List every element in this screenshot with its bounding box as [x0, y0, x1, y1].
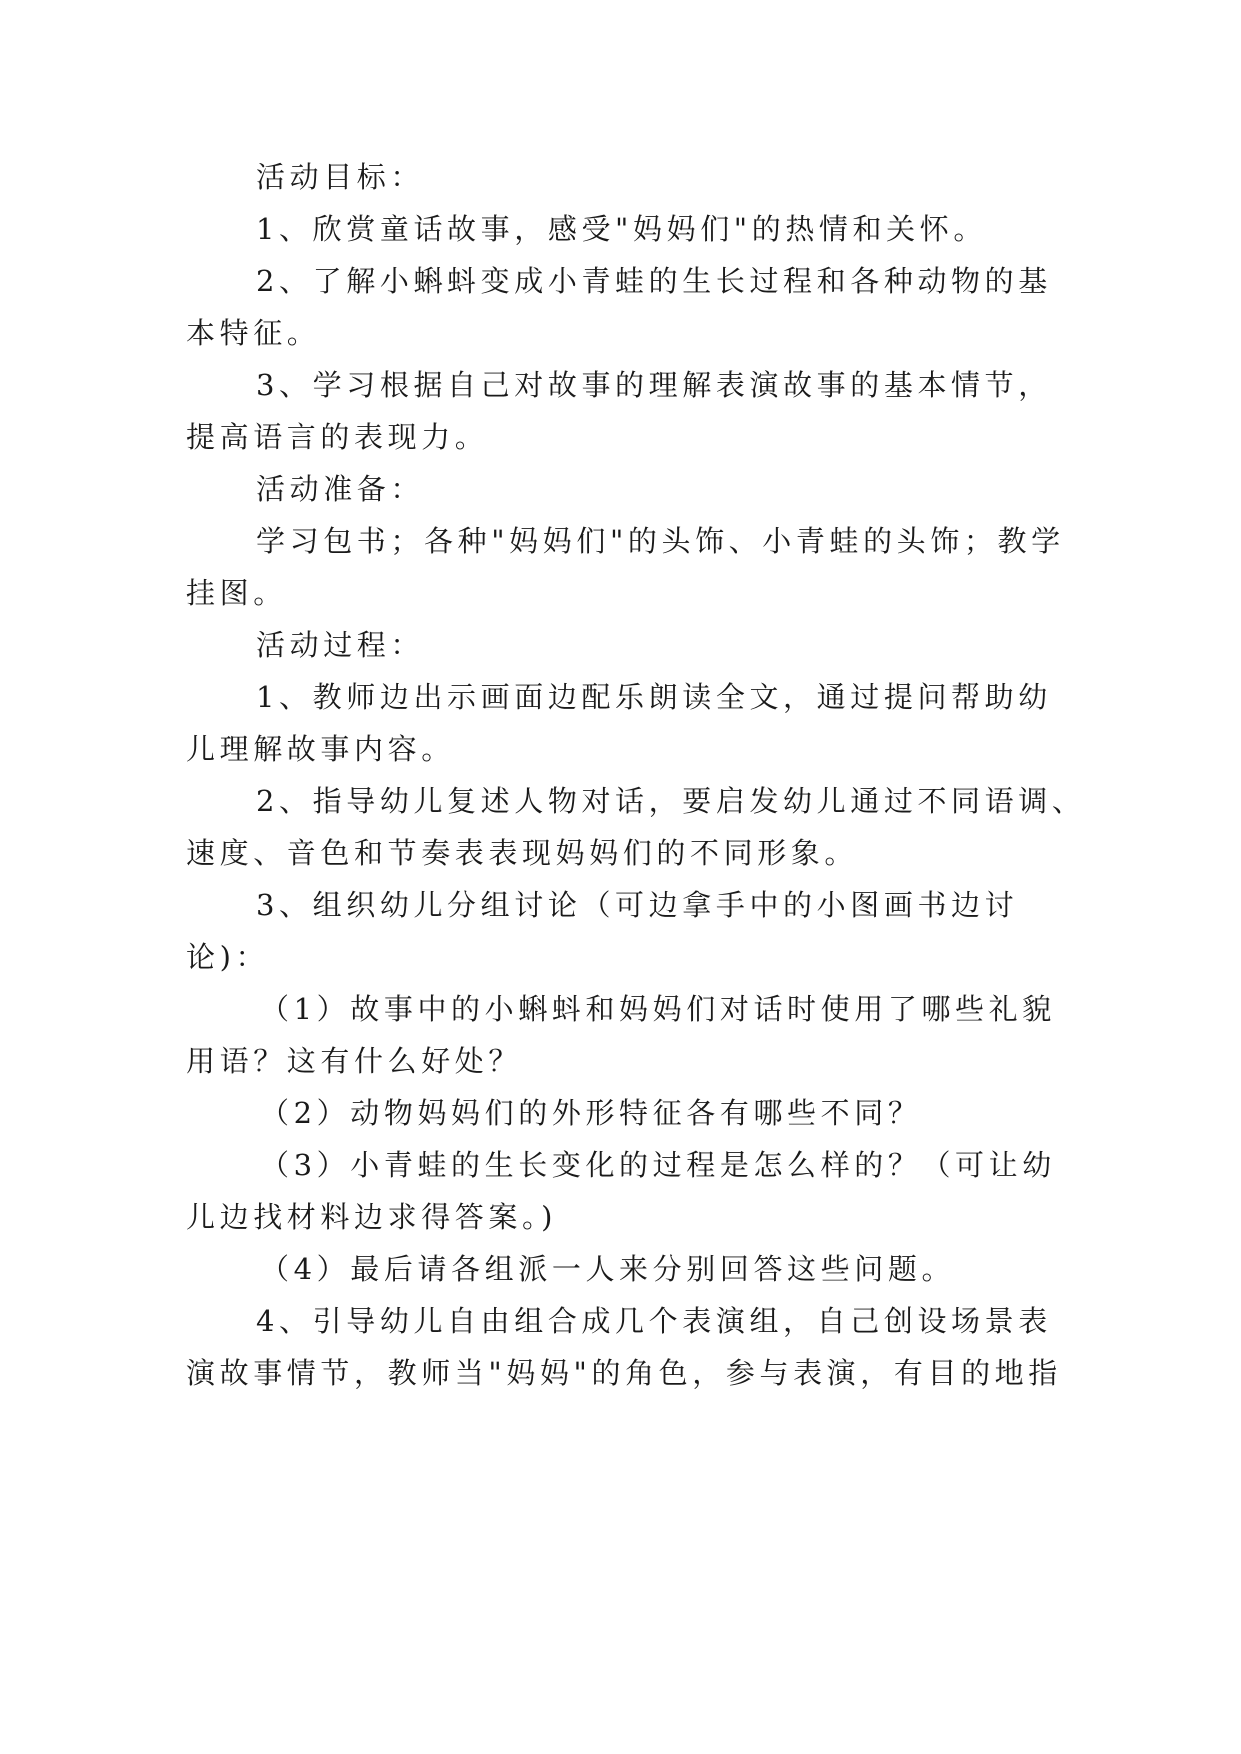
section-heading-goals: 活动目标： — [256, 160, 425, 194]
paragraph-line: 本特征。 — [186, 316, 321, 350]
paragraph-line: 速度、音色和节奏表表现妈妈们的不同形象。 — [186, 836, 859, 870]
paragraph-line: 2、了解小蝌蚪变成小青蛙的生长过程和各种动物的基 — [256, 264, 1052, 298]
question-line: （3）小青蛙的生长变化的过程是怎么样的？（可让幼 — [260, 1148, 1056, 1182]
question-line: 用语？这有什么好处？ — [186, 1044, 523, 1078]
paragraph-line: 提高语言的表现力。 — [186, 420, 489, 454]
paragraph-line: 学习包书；各种"妈妈们"的头饰、小青蛙的头饰；教学 — [256, 524, 1065, 558]
paragraph-line: 4、引导幼儿自由组合成几个表演组，自己创设场景表 — [256, 1304, 1052, 1338]
paragraph-line: 演故事情节，教师当"妈妈"的角色，参与表演，有目的地指 — [186, 1356, 1062, 1390]
section-heading-process: 活动过程： — [256, 628, 425, 662]
paragraph-line: 挂图。 — [186, 576, 287, 610]
paragraph-line: 论)： — [186, 940, 270, 974]
paragraph-line: 2、指导幼儿复述人物对话，要启发幼儿通过不同语调、 — [256, 784, 1086, 818]
paragraph-line: 1、欣赏童话故事，感受"妈妈们"的热情和关怀。 — [256, 212, 987, 246]
question-line: （4）最后请各组派一人来分别回答这些问题。 — [260, 1252, 956, 1286]
paragraph-line: 3、组织幼儿分组讨论（可边拿手中的小图画书边讨 — [256, 888, 1019, 922]
question-line: （2）动物妈妈们的外形特征各有哪些不同？ — [260, 1096, 922, 1130]
section-heading-preparation: 活动准备： — [256, 472, 425, 506]
question-line: 儿边找材料边求得答案。) — [186, 1200, 558, 1234]
question-line: （1）故事中的小蝌蚪和妈妈们对话时使用了哪些礼貌 — [260, 992, 1056, 1026]
paragraph-line: 3、学习根据自己对故事的理解表演故事的基本情节， — [256, 368, 1052, 402]
paragraph-line: 1、教师边出示画面边配乐朗读全文，通过提问帮助幼 — [256, 680, 1052, 714]
paragraph-line: 儿理解故事内容。 — [186, 732, 455, 766]
